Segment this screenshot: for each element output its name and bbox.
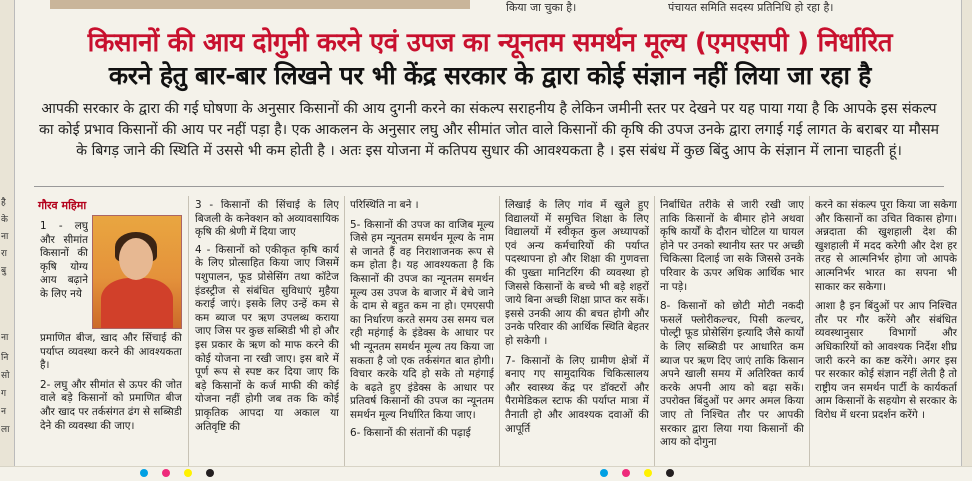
registration-dot	[184, 469, 192, 477]
column-2	[195, 199, 339, 465]
point-6: लिखाई के लिए गांव में खुले हुए विद्यालयों में समुचित शिक्षा के लिए विद्यालयों में स्वीकृत कुल अध्यापकों एवं अन्य कर्मचारियों की पर्याप्त पदस्थापना हो और शिक्षा की गुणवत्ता की पुख्ता मानिटरिंग की व्यवस्था हो जिससे किसानों के बच्चे भी बड़े शहरों जाये बिना अच्छी शिक्षा प्राप्त कर सकें। इससे उनकी आय की बचत होगी और उनके परिवार की आर्थिक स्थिति बेहतर हो सकेगी ।	[505, 199, 649, 347]
point-7: 7- किसानों के लिए ग्रामीण क्षेत्रों में बनाए गए सामुदायिक चिकित्सालय और स्वास्थ्य केंद्र पर डॉक्टरों और पैरामेडिकल स्टाफ की पर्याप्त मात्रा में तैनाती हो और आवश्यक दवाओं की आपूर्ति	[505, 354, 649, 435]
headline-line-2: करने हेतु बार-बार लिखने पर भी केंद्र सरकार के द्वारा कोई संज्ञान नहीं लिया जा रहा है	[108, 61, 872, 90]
top-snippet-right: पंचायत समिति सदस्य प्रतिनिधि हो रहा है।	[668, 1, 834, 14]
left-adjacent-column: है के ना रा बु ना नि सो ग न ला	[0, 0, 15, 480]
registration-dot	[140, 469, 148, 477]
point-4: 4 - किसानों को एकीकृत कृषि कार्य के लिए प्रोत्साहित किया जाए जिसमें पशुपालन, फूड प्रोसेसिंग तथा कॉटेज इंडस्ट्रीज से संबंधित सुविधाएं मुहैया कराई जाएं। इसके लिए उन्हें कम से कम ब्याज पर ऋण उपलब्ध कराया जाए जिस पर कुछ सब्सिडी भी हो और इस प्रकार के ऋण को माफ करने की कोई योजना ना रखी जाए। इस बारे में पूर्ण रूप से स्पष्ट कर दिया जाए कि बड़े किसानों के कर्ज माफी की कोई योजना नहीं होगी जब तक कि कोई प्राकृतिक आपदा या अकाल या अतिवृष्टि की	[195, 243, 339, 433]
column-1-top	[40, 220, 88, 330]
column-6	[815, 199, 957, 465]
point-3: 3 - किसानों की सिंचाई के लिए बिजली के कनेक्शन को अव्यावसायिक कृषि की श्रेणी में दिया जाए	[195, 199, 339, 239]
right-adjacent-column	[961, 0, 972, 480]
top-photo-fragment	[50, 0, 470, 9]
point-6-start: 6- किसानों की संतानों की पढ़ाई	[350, 426, 471, 439]
top-snippet-left: किया जा चुका है।	[506, 1, 577, 14]
point-1-start: 1 - लघु और सीमांत किसानों की कृषि योग्य आय बढ़ाने के लिए नये	[40, 220, 88, 300]
author-photo	[92, 215, 182, 329]
registration-dot	[644, 469, 652, 477]
column-1-bottom	[40, 332, 182, 466]
column-5	[660, 199, 804, 465]
point-2: 2- लघु और सीमांत से ऊपर की जोत वाले बड़े किसानों को प्रमाणित बीज और खाद पर तर्कसंगत ढंग से सब्सिडी देने की व्यवस्था की जाए।	[40, 378, 182, 432]
author-byline: गौरव महिमा	[38, 199, 87, 212]
registration-dot	[600, 469, 608, 477]
divider-rule	[34, 186, 944, 187]
closing-request: आशा है इन बिंदुओं पर आप निश्चित तौर पर गौर करेंगे और संबंधित व्यवस्थानुसार विभागों और अधिकारियों को आवश्यक निर्देश शीघ्र जारी करने का कष्ट करेंगे। अगर इस पर सरकार कोई संज्ञान नहीं लेती है तो राष्ट्रीय जन समर्थन पार्टी के कार्यकर्ता आम किसानों के सहयोग से सरकार के विरोध में धरना प्रदर्शन करेंगे ।	[815, 300, 957, 421]
column-4	[505, 199, 649, 465]
headline-line-1: किसानों की आय दोगुनी करने एवं उपज का न्यूनतम समर्थन मूल्य (एमएसपी ) निर्धारित	[87, 28, 893, 58]
intro-paragraph: आपकी सरकार के द्वारा की गई घोषणा के अनुसार किसानों की आय दुगनी करने का संकल्प सराहनीय है लेकिन जमीनी स्तर पर देखने पर यह पाया गया है कि आपके इस संकल्प का कोई प्रभाव किसानों की आय पर नहीं पड़ा है। एक आकलन के अनुसार लघु और सीमांत जोत वाले किसानों की कृषि की उपज उनके द्वारा लगाई गई लागत के बराबर या मौसम के बिगड़ जाने की स्थिति में उससे भी कम होती है । अतः इस योजना में कतिपय सुधार की आवश्यकता है । इस संबंध में कुछ बिंदु आप के संज्ञान में लाना चाहती हूं।	[38, 101, 940, 159]
point-7-end: निर्बाधित तरीके से जारी रखी जाए ताकि किसानों के बीमार होने अथवा कृषि कार्यों के दौरान चोटिल या घायल होने पर उनको स्थानीय स्तर पर अच्छी चिकित्सा दिलाई जा सके जिससे उनके परिवार के ऊपर अधिक आर्थिक भार ना पड़े।	[660, 199, 804, 293]
registration-dot	[162, 469, 170, 477]
point-5: 5- किसानों की उपज का वाजिब मूल्य जिसे हम न्यूनतम समर्थन मूल्य के नाम से जानते हैं वह निराशाजनक रूप से कम होता है। यह आवश्यकता है कि किसानों की उपज का न्यूनतम समर्थन मूल्य उस उपज के बाजार में बेचे जाने के दाम से बहुत कम ना हो। एमएसपी का निर्धारण करते समय उस समय चल रही महंगाई के इंडेक्स के आधार पर भी न्यूनतम समर्थन मूल्य तय किया जा सकता है जो एक तर्कसंगत बात होगी। विचार करके यदि हो सके तो महंगाई के बढ़ते हुए इंडेक्स के आधार पर प्रतिवर्ष किसानों की उपज का न्यूनतम समर्थन मूल्य निर्धारित किया जाए।	[350, 218, 494, 421]
column-3	[350, 199, 494, 465]
conclusion: करने का संकल्प पूरा किया जा सकेगा और किसानों का उचित विकास होगा।अन्नदाता की खुशहाली देश की खुशहाली में मदद करेगी और देश हर तरह से आत्मनिर्भर होगा जो आपके आत्मनिर्भर भारत का सपना भी साकार कर सकेगा।	[815, 199, 957, 293]
registration-dot	[206, 469, 214, 477]
registration-dot	[666, 469, 674, 477]
point-1-end: प्रमाणित बीज, खाद और सिंचाई की पर्याप्त व्यवस्था करने की आवश्यकता है।	[40, 332, 182, 372]
point-8: 8- किसानों को छोटी मोटी नकदी फसलें फ्लोरीकल्चर, पिसी कल्चर, पोल्ट्री फूड प्रोसेसिंग इत्यादि जैसे कार्यों के लिए सब्सिडी पर आधारित कम ब्याज पर ऋण दिए जाएं ताकि किसान अपने खाली समय में अतिरिक्त कार्य करके अपनी आय को बढ़ा सकें। उपरोक्त बिंदुओं पर अगर अमल किया जाए तो निश्चित तौर पर आपकी सरकार द्वारा लिया गया किसानों की आय को दोगुना	[660, 300, 804, 449]
point-4-end: परिस्थिति ना बने ।	[350, 199, 419, 211]
registration-dot	[622, 469, 630, 477]
previous-article-strip	[0, 0, 972, 22]
